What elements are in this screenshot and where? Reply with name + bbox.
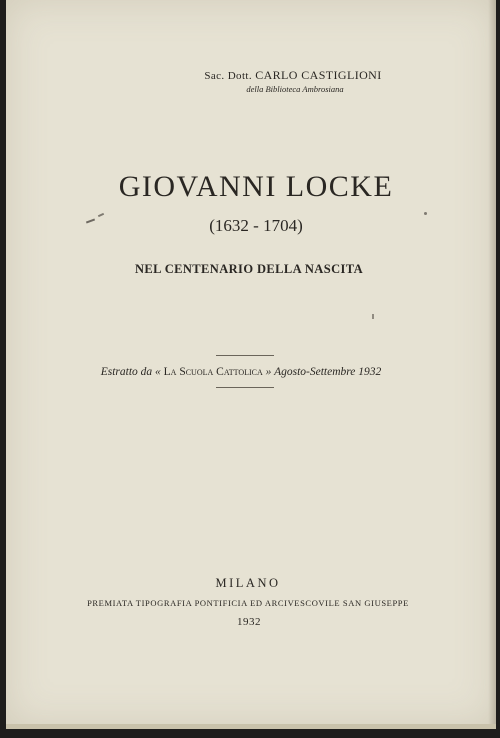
author-prefix: Sac. Dott. bbox=[204, 70, 253, 82]
book-title: GIOVANNI LOCKE bbox=[118, 170, 394, 203]
close-quote: » bbox=[265, 366, 272, 378]
page-bottom-edge bbox=[6, 724, 496, 729]
extract-lead: Estratto da bbox=[100, 366, 153, 378]
ink-speck bbox=[424, 212, 427, 215]
author-affiliation: della Biblioteca Ambrosiana bbox=[246, 84, 344, 94]
rule-top bbox=[216, 355, 274, 356]
ink-speck bbox=[372, 314, 374, 319]
extract-note bbox=[0, 366, 486, 378]
printer-name: PREMIATA TIPOGRAFIA PONTIFICIA ED ARCIVESCOVILE SAN GIUSEPPE bbox=[87, 598, 409, 608]
title-page bbox=[6, 0, 496, 726]
book-subtitle: NEL CENTENARIO DELLA NASCITA bbox=[134, 262, 364, 276]
journal-name: La Scuola Cattolica bbox=[163, 366, 263, 378]
author-line bbox=[48, 68, 500, 83]
journal-issue: Agosto-Settembre 1932 bbox=[274, 366, 382, 378]
rule-bottom bbox=[216, 387, 274, 388]
publication-city: MILANO bbox=[215, 576, 281, 590]
open-quote: « bbox=[155, 366, 161, 378]
author-name: CARLO CASTIGLIONI bbox=[255, 68, 382, 82]
life-dates: (1632 - 1704) bbox=[209, 216, 303, 235]
publication-year: 1932 bbox=[237, 616, 261, 628]
